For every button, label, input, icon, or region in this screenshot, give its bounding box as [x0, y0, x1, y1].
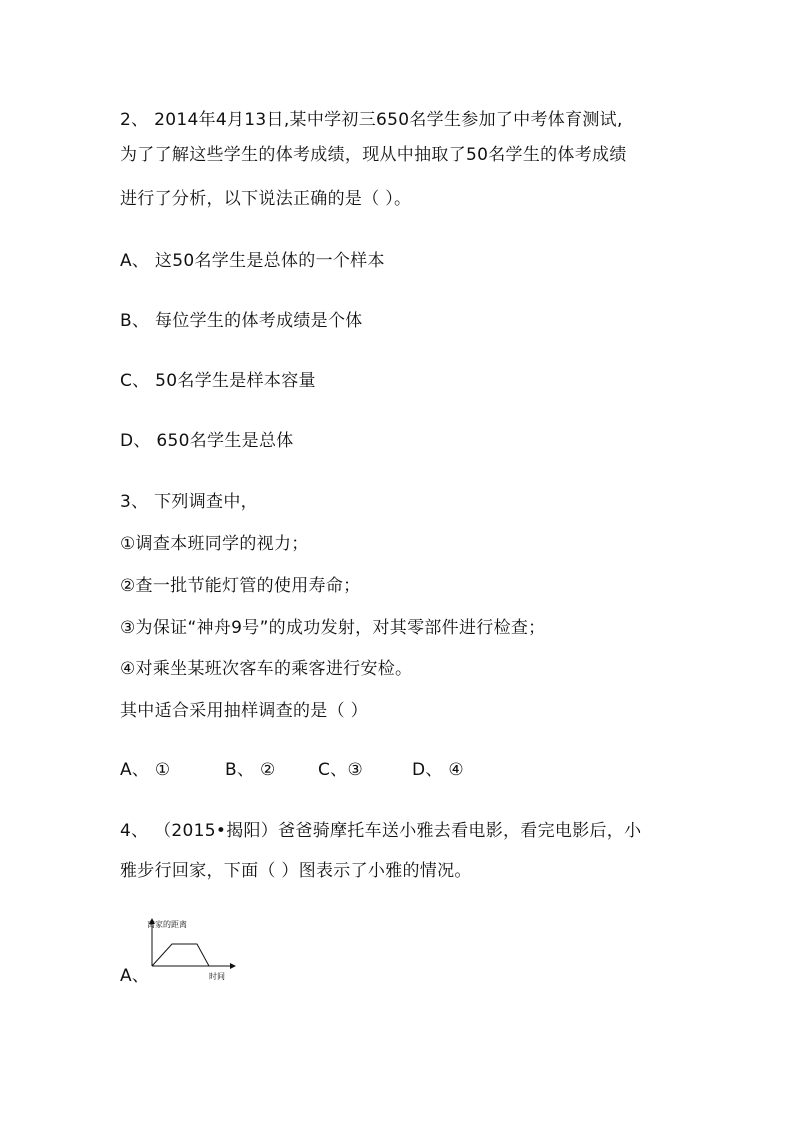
q4-line-1: 4、 （2015•揭阳）爸爸骑摩托车送小雅去看电影，看完电影后，小: [120, 821, 642, 841]
q3-question: 其中适合采用抽样调查的是（ ）: [120, 701, 368, 721]
graph-x-label: 时间: [209, 972, 225, 981]
q2-line-2: 为了了解这些学生的体考成绩，现从中抽取了50名学生的体考成绩: [120, 145, 627, 165]
q3-item-4: ④对乘坐某班次客车的乘客进行安检。: [120, 659, 413, 679]
q3-item-3: ③为保证“神舟9号”的成功发射，对其零部件进行检查；: [120, 618, 546, 638]
q2-option-c: C、 50名学生是样本容量: [120, 371, 316, 391]
q3-stem: 3、 下列调查中，: [120, 492, 258, 512]
q3-item-1: ①调查本班同学的视力；: [120, 534, 309, 554]
q3-option-b: B、 ②: [225, 760, 276, 780]
q2-option-d: D、 650名学生是总体: [120, 431, 294, 451]
q2-option-b: B、 每位学生的体考成绩是个体: [120, 311, 363, 331]
q2-line-1: 2、 2014年4月13日,某中学初三650名学生参加了中考体育测试,: [120, 110, 623, 130]
q4-line-2: 雅步行回家，下面（ ）图表示了小雅的情况。: [120, 861, 472, 881]
q2-option-a: A、 这50名学生是总体的一个样本: [120, 251, 385, 271]
q3-option-a: A、 ①: [120, 760, 171, 780]
graph-line: [152, 944, 209, 966]
q2-line-3: 进行了分析，以下说法正确的是（ ）。: [120, 189, 412, 209]
q3-item-2: ②查一批节能灯管的使用寿命；: [120, 576, 361, 596]
q4-option-a: A、: [120, 966, 150, 986]
q3-option-c: C、③: [318, 760, 364, 780]
graph-y-label: 离家的距离: [147, 920, 187, 929]
q3-option-d: D、 ④: [412, 760, 464, 780]
option-a-graph: [147, 915, 237, 985]
q3-options: [120, 758, 464, 782]
